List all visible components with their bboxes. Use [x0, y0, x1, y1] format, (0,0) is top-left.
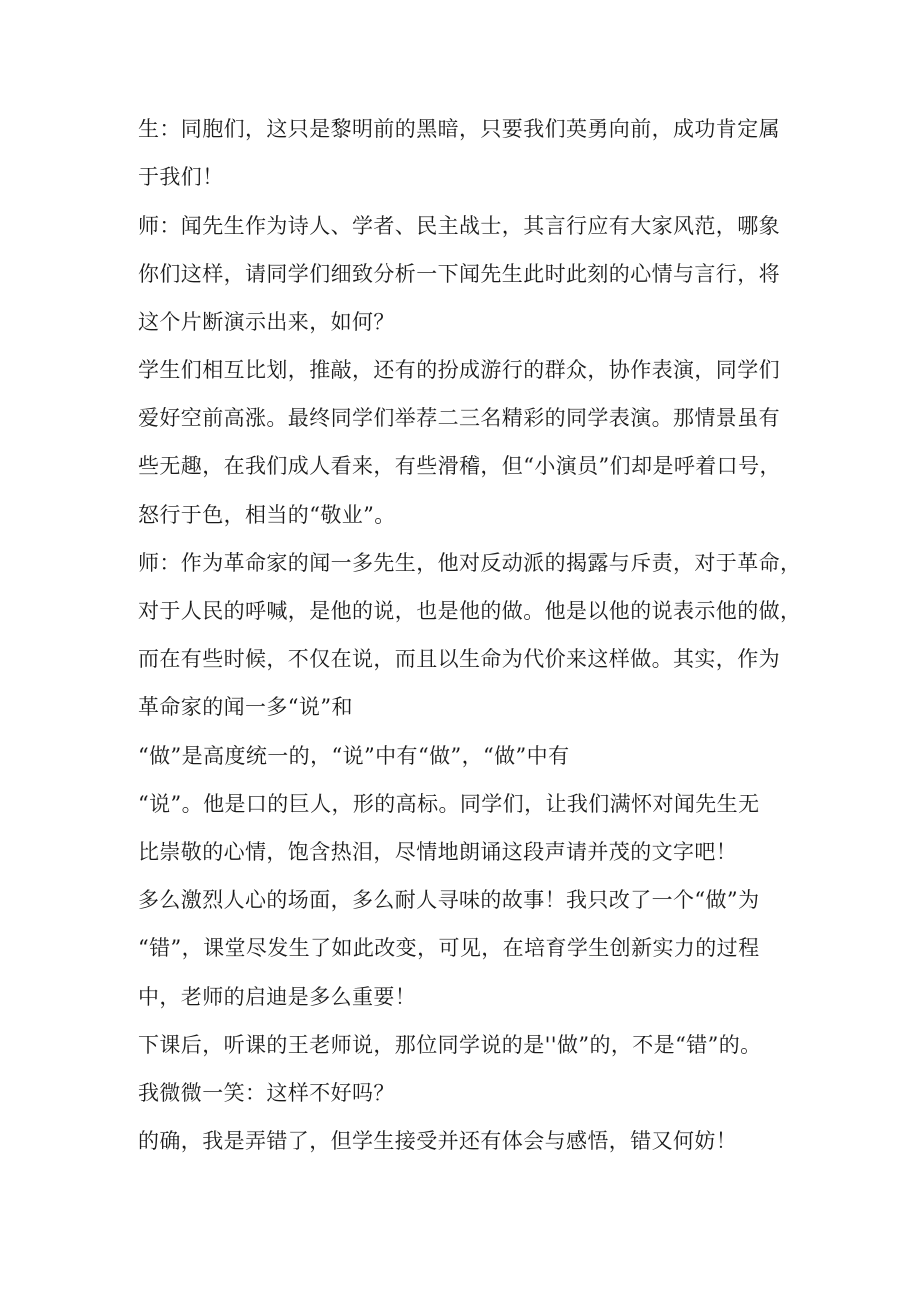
text-line: 的确，我是弄错了，但学生接受并还有体会与感悟，错又何妨！	[138, 1129, 738, 1153]
text-line: 生：同胞们，这只是黎明前的黑暗，只要我们英勇向前，成功肯定属	[138, 117, 780, 141]
text-line: 革命家的闻一多“说”和	[138, 695, 353, 719]
text-line: 于我们！	[138, 165, 224, 189]
text-line: 比崇敬的心情，饱含热泪，尽情地朗诵这段声请并茂的文字吧！	[138, 840, 738, 864]
text-line: 些无趣，在我们成人看来，有些滑稽，但“小演员”们却是呼着口号，	[138, 454, 781, 478]
text-line: 你们这样，请同学们细致分析一下闻先生此时此刻的心情与言行，将	[138, 262, 780, 286]
text-line: 多么激烈人心的场面，多么耐人寻味的故事！我只改了一个“做”为	[138, 888, 760, 912]
text-line: 而在有些时候，不仅在说，而且以生命为代价来这样做。其实，作为	[138, 647, 780, 671]
text-line: 下课后，听课的王老师说，那位同学说的是''做”的，不是“错”的。	[138, 1033, 762, 1057]
text-line: 学生们相互比划，推敲，还有的扮成游行的群众，协作表演，同学们	[138, 358, 780, 382]
text-line: “做”是高度统一的，“说”中有“做”，“做”中有	[138, 744, 570, 768]
text-line: 对于人民的呼喊，是他的说，也是他的做。他是以他的说表示他的做，	[138, 599, 802, 623]
text-line: 我微微一笑：这样不好吗？	[138, 1081, 395, 1105]
text-line: 师：作为革命家的闻一多先生，他对反动派的揭露与斥责，对于革命，	[138, 551, 802, 575]
text-line: 怒行于色，相当的“敬业”。	[138, 503, 396, 527]
text-line: “错”，课堂尽发生了如此改变，可见，在培育学生创新实力的过程	[138, 936, 760, 960]
text-line: 这个片断演示出来，如何？	[138, 310, 395, 334]
text-line: 师：闻先生作为诗人、学者、民主战士，其言行应有大家风范，哪象	[138, 214, 780, 238]
text-line: “说”。他是口的巨人，形的高标。同学们，让我们满怀对闻先生无	[138, 792, 760, 816]
text-line: 爱好空前高涨。最终同学们举荐二三名精彩的同学表演。那情景虽有	[138, 406, 780, 430]
text-line: 中，老师的启迪是多么重要！	[138, 985, 417, 1009]
